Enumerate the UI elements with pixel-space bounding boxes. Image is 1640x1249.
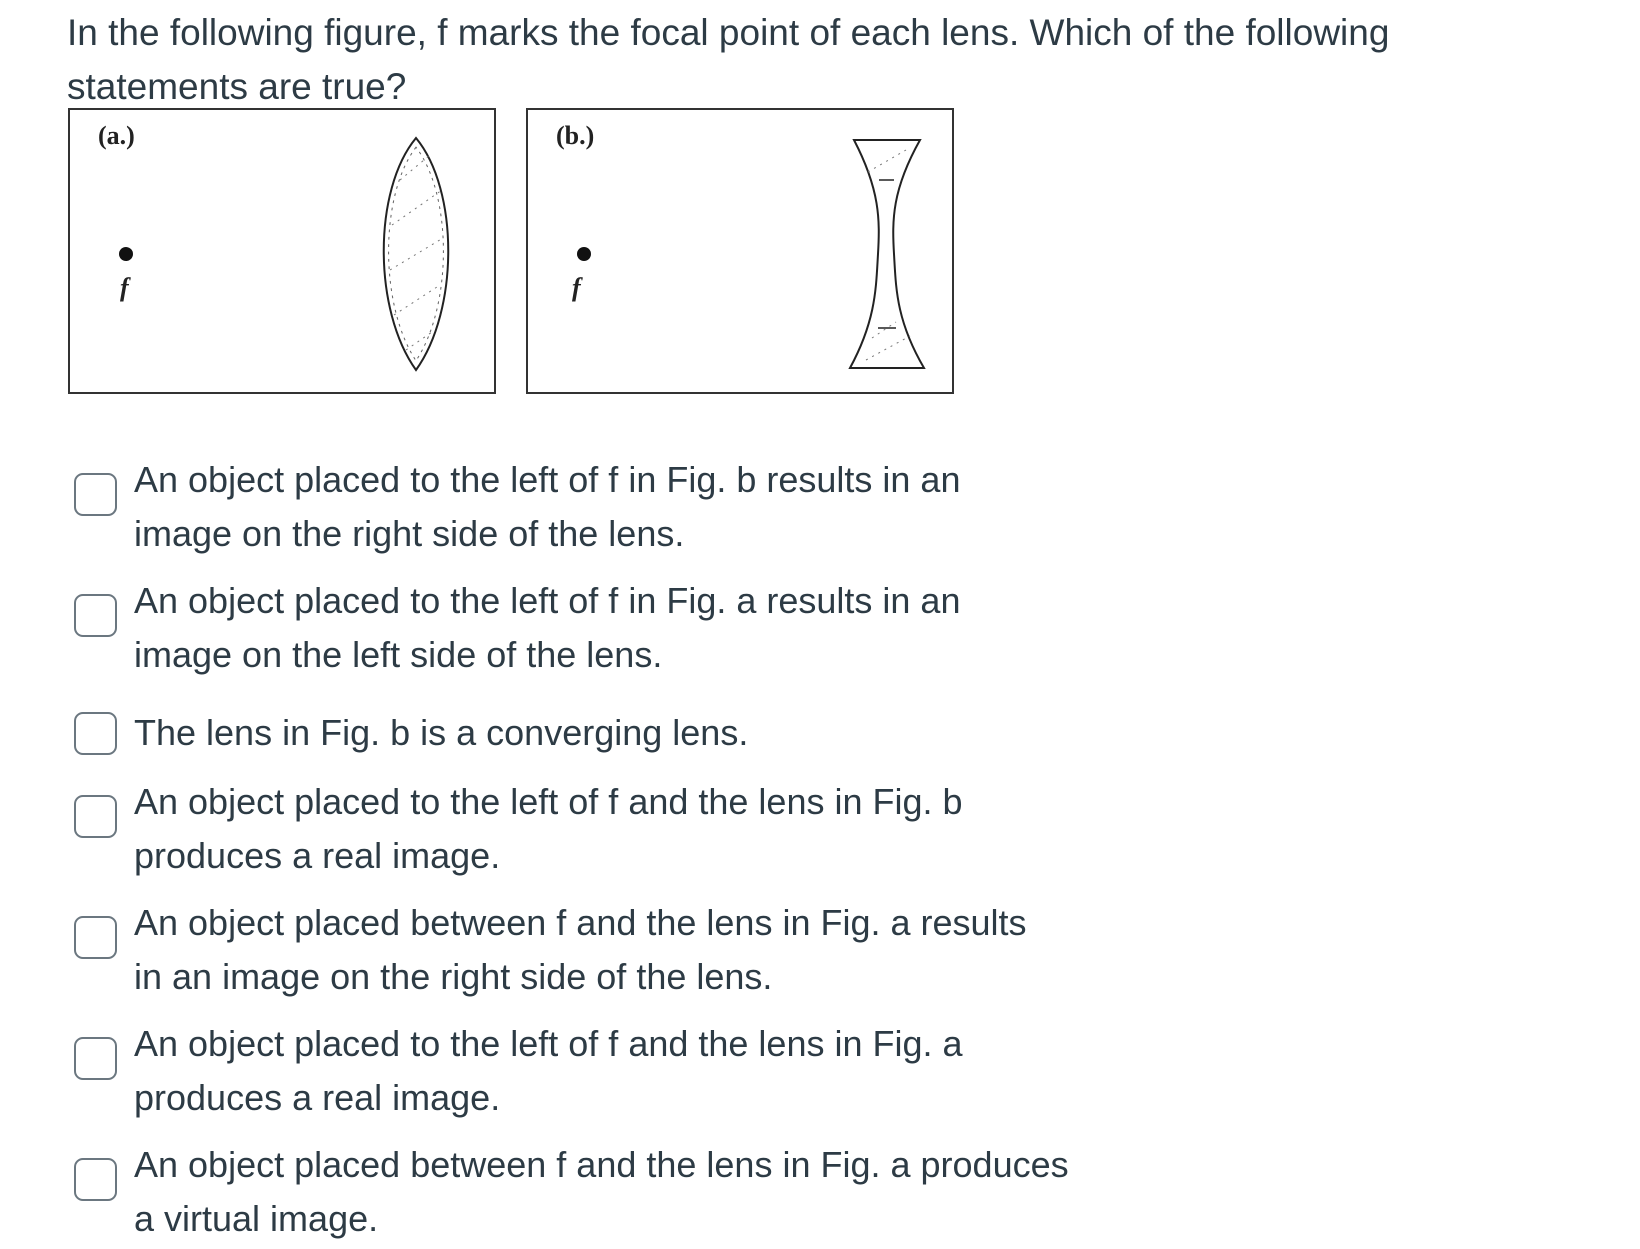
checkbox-option-3[interactable] <box>74 712 117 755</box>
option-5-text: An object placed between f and the lens in Fig. a results in an image on the right side of the lens. <box>134 902 1027 997</box>
checkbox-option-4[interactable] <box>74 795 117 838</box>
focal-point-dot-b <box>577 247 591 261</box>
option-4-text: An object placed to the left of f and the lens in Fig. b produces a real image. <box>134 781 963 876</box>
checkbox-option-7[interactable] <box>74 1158 117 1201</box>
figure-b-drawing <box>528 110 956 396</box>
figure-b-diverging-lens <box>526 108 954 394</box>
diverging-lens-shape <box>850 140 924 368</box>
checkbox-option-1[interactable] <box>74 473 117 516</box>
checkbox-option-6[interactable] <box>74 1037 117 1080</box>
option-3-text: The lens in Fig. b is a converging lens. <box>134 712 749 753</box>
figure-a-label: (a.) <box>98 121 135 150</box>
focal-label-b: f <box>572 273 581 302</box>
option-1-text: An object placed to the left of f in Fig. b results in an image on the right side of the lens. <box>134 459 961 554</box>
focal-label-a: f <box>120 273 129 302</box>
focal-point-dot-a <box>119 247 133 261</box>
option-6-text: An object placed to the left of f and the lens in Fig. a produces a real image. <box>134 1023 963 1118</box>
converging-lens-shape <box>384 138 449 370</box>
figure-b-label: (b.) <box>556 121 595 150</box>
checkbox-option-2[interactable] <box>74 594 117 637</box>
option-2-text: An object placed to the left of f in Fig. a results in an image on the left side of the lens. <box>134 580 961 675</box>
figure-a-converging-lens <box>68 108 496 394</box>
figure-a-drawing <box>70 110 498 396</box>
question-text: In the following figure, f marks the focal point of each lens. Which of the following statements are true? <box>67 12 1390 107</box>
option-7-text: An object placed between f and the lens in Fig. a produces a virtual image. <box>134 1144 1069 1239</box>
checkbox-option-5[interactable] <box>74 916 117 959</box>
